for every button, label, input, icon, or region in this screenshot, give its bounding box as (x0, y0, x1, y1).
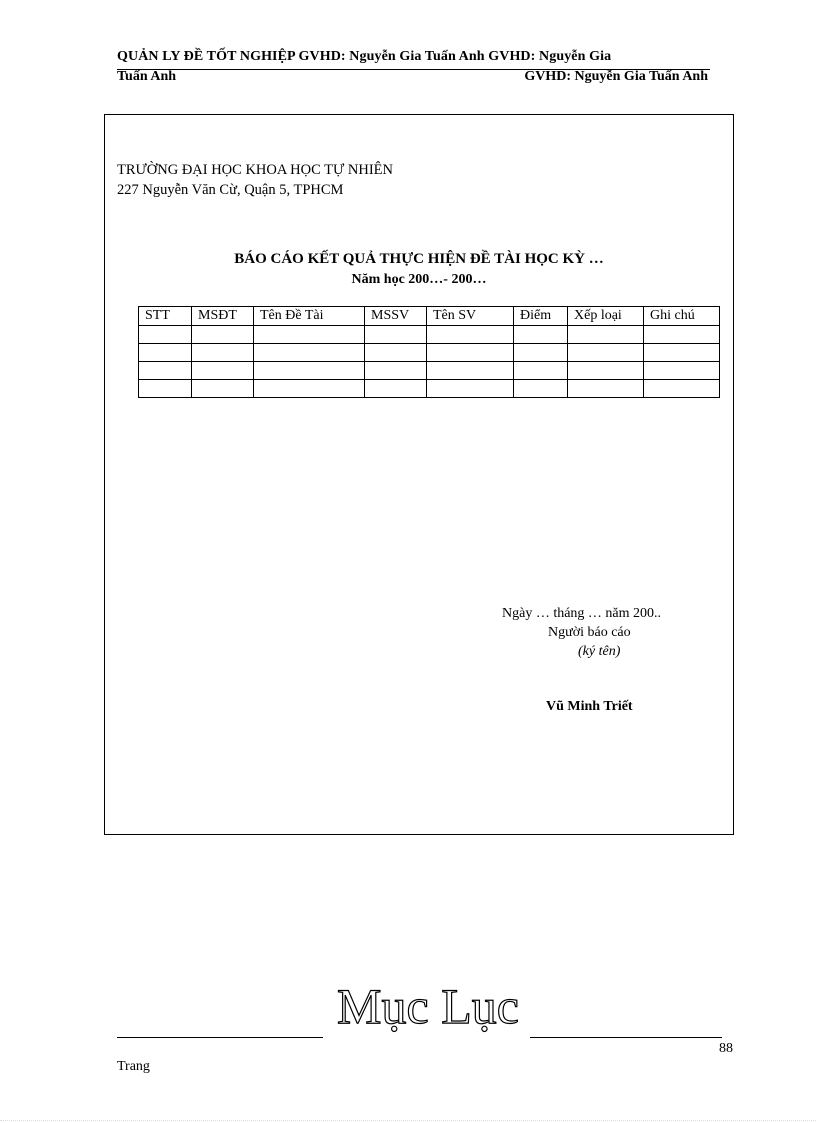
table-cell (254, 380, 365, 398)
table-cell (644, 344, 720, 362)
table-cell (365, 362, 427, 380)
table-cell (254, 362, 365, 380)
header-line-2-left: Tuấn Anh (117, 69, 177, 84)
table-cell (514, 362, 568, 380)
table-row (139, 380, 720, 398)
toc-rule-right (530, 1037, 722, 1038)
signature-note: (ký tên) (578, 644, 621, 659)
table-cell (192, 380, 254, 398)
toc-title: Mục Lục (337, 978, 519, 1034)
table-cell (365, 344, 427, 362)
table-cell (568, 362, 644, 380)
table-cell (427, 362, 514, 380)
col-header-stt: STT (139, 307, 192, 326)
toc-rule-left (117, 1037, 323, 1038)
table-cell (514, 380, 568, 398)
table-row (139, 362, 720, 380)
signature-name: Vũ Minh Triết (546, 699, 633, 714)
table-cell (139, 326, 192, 344)
report-table (138, 306, 720, 398)
school-block (117, 160, 393, 200)
table-cell (365, 326, 427, 344)
page-number: 88 (719, 1041, 733, 1056)
table-cell (254, 344, 365, 362)
report-title: BÁO CÁO KẾT QUẢ THỰC HIỆN ĐỀ TÀI HỌC KỲ … (234, 251, 604, 267)
col-header-xep-loai: Xếp loại (568, 307, 644, 326)
table-cell (365, 380, 427, 398)
header-line-1: QUẢN LY ĐỀ TỐT NGHIỆP GVHD: Nguyễn Gia Tuấn Anh GVHD: Nguyễn Gia (117, 49, 612, 64)
table-cell (568, 380, 644, 398)
col-header-ghi-chu: Ghi chú (644, 307, 720, 326)
table-cell (139, 362, 192, 380)
school-name: TRƯỜNG ĐẠI HỌC KHOA HỌC TỰ NHIÊN (117, 162, 393, 178)
page-bottom-divider (0, 1120, 816, 1121)
col-header-ten-sv: Tên SV (427, 307, 514, 326)
table-cell (192, 344, 254, 362)
table-cell (644, 362, 720, 380)
table-cell (514, 344, 568, 362)
signature-role: Người báo cáo (548, 625, 631, 640)
table-cell (192, 362, 254, 380)
report-form-frame (104, 114, 734, 835)
table-cell (192, 326, 254, 344)
col-header-diem: Điểm (514, 307, 568, 326)
table-cell (568, 326, 644, 344)
table-cell (427, 344, 514, 362)
table-cell (139, 380, 192, 398)
col-header-ten-de-tai: Tên Đề Tài (254, 307, 365, 326)
table-cell (644, 326, 720, 344)
table-cell (427, 326, 514, 344)
table-cell (427, 380, 514, 398)
col-header-mssv: MSSV (365, 307, 427, 326)
header-line-2-right: GVHD: Nguyễn Gia Tuấn Anh (524, 69, 708, 84)
table-cell (514, 326, 568, 344)
signature-date-line: Ngày … tháng … năm 200.. (502, 606, 662, 621)
report-subtitle: Năm học 200…- 200… (351, 272, 487, 287)
table-row (139, 326, 720, 344)
col-header-msdt: MSĐT (192, 307, 254, 326)
table-cell (644, 380, 720, 398)
table-cell (139, 344, 192, 362)
table-cell (254, 326, 365, 344)
table-row (139, 344, 720, 362)
table-cell (568, 344, 644, 362)
table-header-row (139, 307, 720, 326)
school-address: 227 Nguyễn Văn Cừ, Quận 5, TPHCM (117, 182, 344, 198)
page-label: Trang (117, 1059, 150, 1074)
